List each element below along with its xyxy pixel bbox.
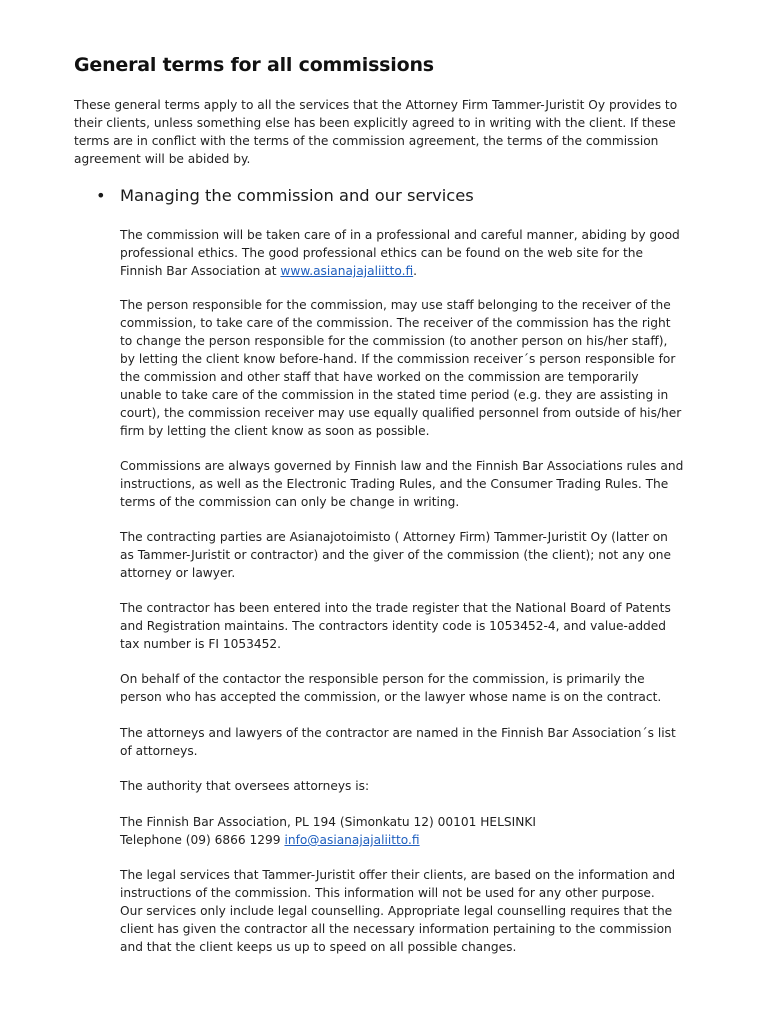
intro-line: agreement will be abided by. xyxy=(74,152,251,166)
intro-line: terms are in conflict with the terms of the commission agreement, the terms of the commission xyxy=(74,134,659,148)
paragraph-line: The contracting parties are Asianajotoimisto ( Attorney Firm) Tammer-Juristit Oy (latter on xyxy=(120,530,668,544)
paragraph-line: professional ethics. The good professional ethics can be found on the web site for the xyxy=(120,246,643,260)
paragraph-line: and Registration maintains. The contractors identity code is 1053452-4, and value-added xyxy=(120,619,667,633)
paragraph-line: as Tammer-Juristit or contractor) and the giver of the commission (the client); not any one xyxy=(120,548,672,562)
paragraph-professional-ethics xyxy=(120,226,710,280)
paragraph-line: The commission will be taken care of in a professional and careful manner, abiding by good xyxy=(120,228,680,242)
paragraph-responsible-contact xyxy=(120,670,710,706)
paragraph-line: unable to take care of the commission in the stated time period (e.g. they are assisting in xyxy=(120,388,669,402)
authority-phone-line xyxy=(120,831,710,849)
paragraph-line xyxy=(120,262,710,280)
section-heading-text: Managing the commission and our services xyxy=(120,186,474,205)
paragraph-line: terms of the commission can only be change in writing. xyxy=(120,495,460,509)
paragraph-line: The authority that oversees attorneys is: xyxy=(120,779,370,793)
paragraph-line: instructions, as well as the Electronic Trading Rules, and the Consumer Trading Rules. The xyxy=(120,477,669,491)
paragraph-line: by letting the client know before-hand. If the commission receiver´s person responsible for xyxy=(120,352,676,366)
authority-contact xyxy=(120,813,710,849)
authority-address: The Finnish Bar Association, PL 194 (Simonkatu 12) 00101 HELSINKI xyxy=(120,815,536,829)
section-heading xyxy=(96,186,474,205)
paragraph-line: On behalf of the contactor the responsible person for the commission, is primarily the xyxy=(120,672,645,686)
paragraph-responsible-person xyxy=(120,296,710,440)
paragraph-governing-law xyxy=(120,457,710,511)
bullet-icon: • xyxy=(96,186,106,205)
paragraph-contracting-parties xyxy=(120,528,710,582)
intro-line: their clients, unless something else has been explicitly agreed to in writing with the client. If these xyxy=(74,116,676,130)
paragraph-text: . xyxy=(413,264,418,278)
paragraph-line: person who has accepted the commission, or the lawyer whose name is on the contract. xyxy=(120,690,662,704)
intro-paragraph xyxy=(74,96,704,168)
paragraph-line: The legal services that Tammer-Juristit offer their clients, are based on the information and xyxy=(120,868,676,882)
paragraph-line: tax number is FI 1053452. xyxy=(120,637,282,651)
paragraph-text: Finnish Bar Association at xyxy=(120,264,281,278)
paragraph-line: The attorneys and lawyers of the contractor are named in the Finnish Bar Association´s list xyxy=(120,726,676,740)
paragraph-trade-register xyxy=(120,599,710,653)
authority-phone: Telephone (09) 6866 1299 xyxy=(120,833,285,847)
paragraph-line: The person responsible for the commission, may use staff belonging to the receiver of the xyxy=(120,298,671,312)
paragraph-legal-services xyxy=(120,866,710,956)
authority-email-link[interactable]: info@asianajajaliitto.fi xyxy=(284,833,420,847)
paragraph-line: firm by letting the client know as soon as possible. xyxy=(120,424,430,438)
bar-association-website-link[interactable]: www.asianajajaliitto.fi xyxy=(280,264,414,278)
paragraph-line: The contractor has been entered into the trade register that the National Board of Patents xyxy=(120,601,671,615)
paragraph-line: client has given the contractor all the necessary information pertaining to the commission xyxy=(120,922,672,936)
paragraph-attorney-list xyxy=(120,724,710,760)
paragraph-authority xyxy=(120,777,710,795)
paragraph-line: the commission and other staff that have worked on the commission are temporarily xyxy=(120,370,639,384)
paragraph-line: of attorneys. xyxy=(120,744,198,758)
paragraph-line: attorney or lawyer. xyxy=(120,566,236,580)
document-title: General terms for all commissions xyxy=(74,54,434,76)
paragraph-line: court), the commission receiver may use equally qualified personnel from outside of his/her xyxy=(120,406,682,420)
paragraph-line: to change the person responsible for the commission (to another person on his/her staff), xyxy=(120,334,668,348)
paragraph-line: Our services only include legal counselling. Appropriate legal counselling requires that the xyxy=(120,904,673,918)
paragraph-line: Commissions are always governed by Finnish law and the Finnish Bar Associations rules and xyxy=(120,459,684,473)
paragraph-line: instructions of the commission. This information will not be used for any other purpose. xyxy=(120,886,655,900)
paragraph-line: and that the client keeps us up to speed on all possible changes. xyxy=(120,940,517,954)
intro-line: These general terms apply to all the services that the Attorney Firm Tammer-Juristit Oy provides to xyxy=(74,98,678,112)
paragraph-line: commission, to take care of the commission. The receiver of the commission has the right xyxy=(120,316,671,330)
